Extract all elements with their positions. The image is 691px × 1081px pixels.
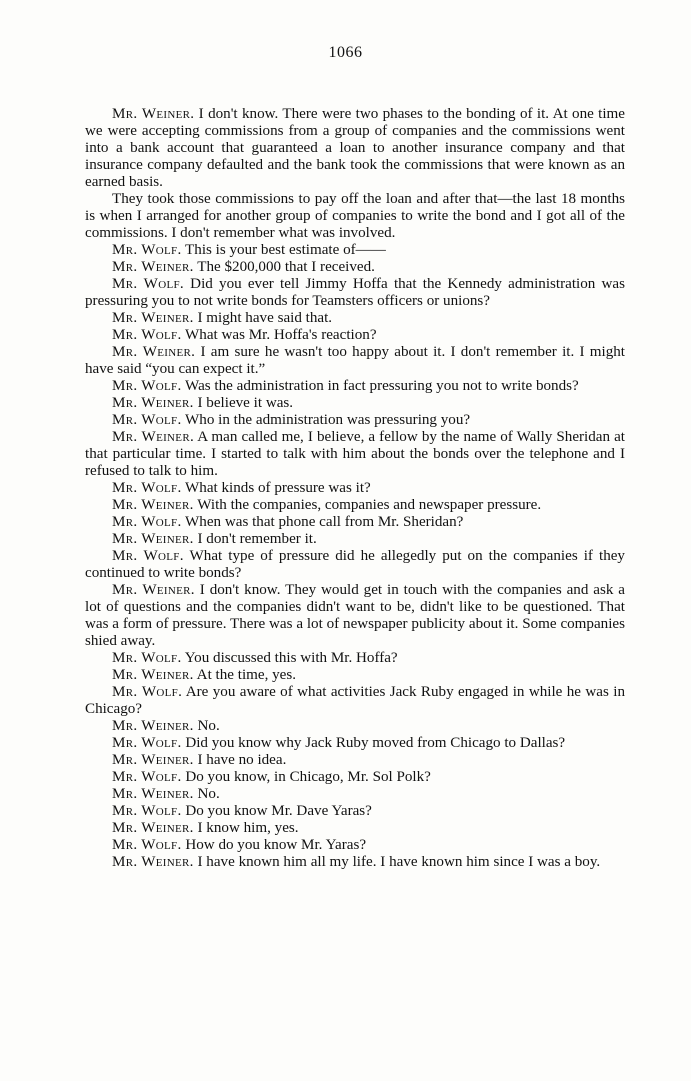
testimony-text: I don't know. There were two phases to the bonding of it. At one time we were accepting commissions from a group of companies and the commissions went into a bank account that guaranteed a loan to another insurance company and that insurance company defaulted and the bank took the commissions that were known as an earned basis. (85, 106, 625, 190)
speaker-name: Mr. Wolf. (112, 378, 182, 394)
testimony-text: Who in the administration was pressuring you? (181, 412, 471, 428)
transcript-paragraph (85, 412, 625, 429)
transcript-paragraph (85, 769, 625, 786)
testimony-text: No. (193, 718, 220, 734)
testimony-text: Did you ever tell Jimmy Hoffa that the Kennedy administration was pressuring you to not write bonds for Teamsters officers or unions? (85, 276, 625, 309)
speaker-name: Mr. Weiner. (112, 820, 194, 836)
transcript-paragraph (85, 378, 625, 395)
speaker-name: Mr. Wolf. (112, 480, 182, 496)
transcript-paragraph (85, 582, 625, 650)
speaker-name: Mr. Wolf. (112, 327, 182, 343)
testimony-text: They took those commissions to pay off the loan and after that—the last 18 months is when I arranged for another group of companies to write the bond and I got all of the commissions. I don't remember what was involved. (85, 191, 625, 241)
testimony-text: When was that phone call from Mr. Sheridan? (181, 514, 464, 530)
testimony-text: I believe it was. (193, 395, 294, 411)
testimony-text: What type of pressure did he allegedly put on the companies if they continued to write bonds? (85, 548, 625, 581)
transcript-paragraph (85, 531, 625, 548)
testimony-text: I know him, yes. (193, 820, 299, 836)
transcript-paragraph (85, 752, 625, 769)
speaker-name: Mr. Wolf. (112, 650, 182, 666)
testimony-text: I have no idea. (193, 752, 287, 768)
transcript-paragraph (85, 106, 625, 191)
testimony-text: I have known him all my life. I have known him since I was a boy. (193, 854, 601, 870)
speaker-name: Mr. Wolf. (112, 242, 182, 258)
testimony-text: How do you know Mr. Yaras? (181, 837, 367, 853)
transcript-paragraph (85, 803, 625, 820)
testimony-text: Did you know why Jack Ruby moved from Chicago to Dallas? (181, 735, 566, 751)
transcript-paragraph (85, 429, 625, 480)
testimony-text: You discussed this with Mr. Hoffa? (181, 650, 398, 666)
transcript-paragraph (85, 735, 625, 752)
speaker-name: Mr. Wolf. (112, 684, 183, 700)
transcript-paragraph (85, 480, 625, 497)
testimony-text: I might have said that. (193, 310, 333, 326)
speaker-name: Mr. Weiner. (112, 395, 194, 411)
transcript-paragraph (85, 854, 625, 871)
page-number: 1066 (328, 44, 363, 61)
testimony-text: This is your best estimate of—— (181, 242, 386, 258)
transcript-paragraph (85, 395, 625, 412)
transcript-paragraph (85, 514, 625, 531)
transcript-paragraph (85, 344, 625, 378)
transcript-paragraph (85, 837, 625, 854)
speaker-name: Mr. Weiner. (112, 752, 194, 768)
hearing-transcript (85, 106, 625, 871)
testimony-text: Do you know Mr. Dave Yaras? (181, 803, 372, 819)
speaker-name: Mr. Wolf. (112, 837, 182, 853)
speaker-name: Mr. Weiner. (112, 786, 194, 802)
speaker-name: Mr. Wolf. (112, 276, 184, 292)
speaker-name: Mr. Weiner. (112, 667, 194, 683)
transcript-paragraph (85, 548, 625, 582)
speaker-name: Mr. Wolf. (112, 803, 182, 819)
speaker-name: Mr. Weiner. (112, 718, 194, 734)
speaker-name: Mr. Wolf. (112, 412, 182, 428)
transcript-paragraph (85, 786, 625, 803)
transcript-paragraph (85, 718, 625, 735)
transcript-paragraph (85, 684, 625, 718)
transcript-paragraph (85, 259, 625, 276)
speaker-name: Mr. Weiner. (112, 582, 195, 598)
testimony-text: What was Mr. Hoffa's reaction? (181, 327, 377, 343)
testimony-text: The $200,000 that I received. (193, 259, 375, 275)
transcript-paragraph (85, 667, 625, 684)
speaker-name: Mr. Weiner. (112, 497, 194, 513)
speaker-name: Mr. Weiner. (112, 310, 194, 326)
testimony-text: I don't remember it. (193, 531, 317, 547)
transcript-paragraph (85, 820, 625, 837)
transcript-paragraph (85, 327, 625, 344)
speaker-name: Mr. Wolf. (112, 548, 184, 564)
testimony-text: With the companies, companies and newspaper pressure. (193, 497, 542, 513)
transcript-paragraph (85, 276, 625, 310)
speaker-name: Mr. Weiner. (112, 344, 196, 360)
transcript-paragraph (85, 242, 625, 259)
testimony-text: No. (193, 786, 220, 802)
speaker-name: Mr. Weiner. (112, 259, 194, 275)
speaker-name: Mr. Weiner. (112, 854, 194, 870)
testimony-text: At the time, yes. (193, 667, 297, 683)
testimony-text: I don't know. They would get in touch with the companies and ask a lot of questions and the companies didn't want to be, didn't like to be questioned. That was a form of pressure. There was a lot of newspaper publicity about it. Some companies shied away. (85, 582, 626, 649)
speaker-name: Mr. Weiner. (112, 429, 195, 445)
testimony-text: Was the administration in fact pressuring you not to write bonds? (181, 378, 579, 394)
speaker-name: Mr. Weiner. (112, 531, 194, 547)
transcript-paragraph (85, 191, 625, 242)
testimony-text: Are you aware of what activities Jack Ruby engaged in while he was in Chicago? (85, 684, 625, 717)
speaker-name: Mr. Wolf. (112, 735, 182, 751)
transcript-paragraph (85, 650, 625, 667)
testimony-text: What kinds of pressure was it? (181, 480, 371, 496)
transcript-paragraph (85, 497, 625, 514)
testimony-text: Do you know, in Chicago, Mr. Sol Polk? (181, 769, 431, 785)
speaker-name: Mr. Wolf. (112, 769, 182, 785)
testimony-text: A man called me, I believe, a fellow by the name of Wally Sheridan at that particular time. I started to talk with him about the bonds over the telephone and I refused to talk to him. (85, 429, 625, 479)
transcript-paragraph (85, 310, 625, 327)
speaker-name: Mr. Weiner. (112, 106, 195, 122)
testimony-text: I am sure he wasn't too happy about it. I don't remember it. I might have said “you can expect it.” (85, 344, 626, 377)
speaker-name: Mr. Wolf. (112, 514, 182, 530)
